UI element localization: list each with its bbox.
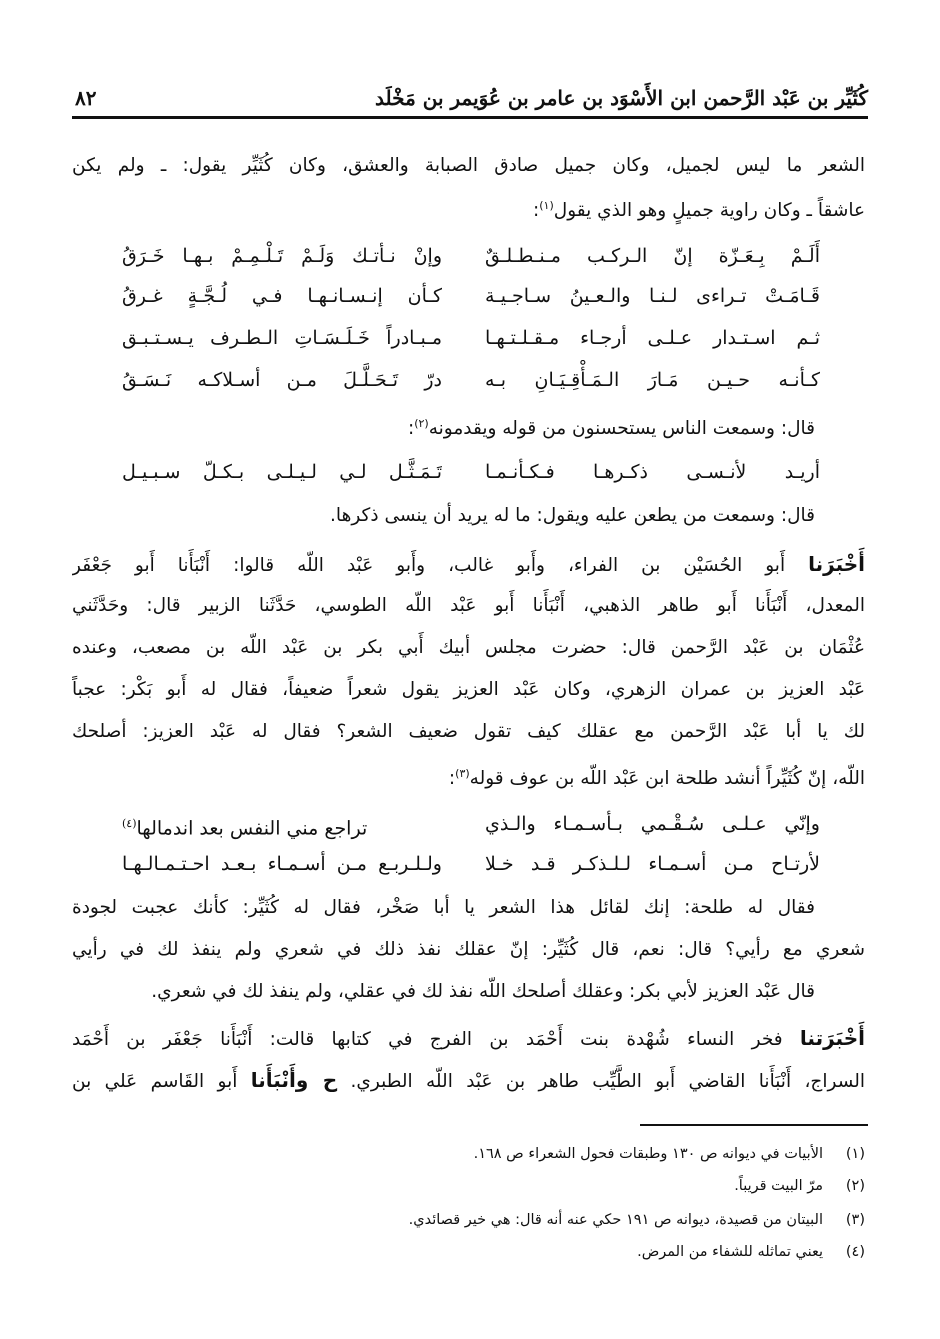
- footnote: [637, 1238, 865, 1266]
- text-line: [72, 1060, 865, 1100]
- text-span: :: [407, 418, 415, 440]
- text-line: [72, 1018, 865, 1058]
- verse-hemistich-second: [122, 804, 442, 844]
- running-title: كُثَيِّر بن عَبْد الرَّحمن ابن الأَسْوَد بن عامر بن عُوَيمر بن مَخْلَد: [375, 86, 868, 110]
- text-line: الشعر ما ليس لجميل، وكان جميل صادق الصبابة والعشق، وكان كُثَيِّر يقول: ـ ولم يكن: [72, 155, 865, 176]
- text-span: أَبو القَاسم عَلي بن: [72, 1071, 238, 1092]
- verse-hemistich-first: أَلَـمْ بِـعَـزّة إنّ الـركـب مـنـطـلـقٌ: [485, 245, 820, 267]
- verse-hemistich-first: كـأنـه حـيـن مَـارَ الـمَـأْقِـيَـانِ بـه: [485, 369, 820, 391]
- footnote: [474, 1140, 865, 1168]
- text-span: قال: وسمعت الناس يستحسنون من قوله ويقدمونه: [428, 418, 815, 440]
- verse-hemistich-first: وإنّي عـلـى سُـقْـمي بـأسـمـاء والـذي: [485, 813, 820, 835]
- text-line: عُثْمَان بن عَبْد الرَّحمن قال: حضرت مجلس أبيك أَبي بكر بن عَبْد اللّه بن مصعب، وعنده: [72, 637, 865, 658]
- footnote-ref: (٤): [122, 817, 137, 830]
- text-span: عاشقاً ـ وكان راوية جميلٍ وهو الذي يقول: [553, 200, 865, 222]
- isnad-keyword: أَخْبَرَتنا: [799, 1026, 865, 1050]
- text-line: [72, 404, 815, 444]
- text-span: :: [448, 768, 456, 790]
- verse-hemistich-first: أريـد لأنـسـى ذكـرهـا فـكـأنـمـا: [485, 461, 820, 483]
- text-line: [72, 754, 865, 794]
- text-line: شعري مع رأيي؟ قال: نعم، قال كُثَيِّر: إنّ عقلك نفذ ذلك في شعري ولم ينفذ لك في رأيي: [72, 939, 865, 960]
- footnote-text: الأبيات في ديوانه ص ١٣٠ وطبقات فحول الشعراء ص ١٦٨.: [473, 1146, 823, 1162]
- page-header: [75, 66, 868, 110]
- text-span: السراج، أَنْبَأَنا القاضي أَبو الطَّيِّب طاهر بن عَبْد اللّه الطبري.: [350, 1071, 865, 1092]
- isnad-keyword: ح وأَنْبَأَنا: [250, 1068, 338, 1092]
- header-rule: [72, 116, 868, 119]
- text-span: تراجع مني النفس بعد اندمالها: [136, 817, 368, 840]
- verse-hemistich-first: قَـامَـتْ تـراءى لـنـا والـعـينُ سـاجـيـة: [485, 285, 820, 307]
- footnote-number: (٣): [845, 1212, 865, 1228]
- text-line: قال عَبْد العزيز لأبي بكر: وعقلك أصلحك اللّه نفذ لك في عقلي، ولم ينفذ لك في شعري.: [151, 981, 815, 1002]
- verse-hemistich-second: كـأن إنـسـانـهـا فـي لُـجَّـةٍ غـرقُ: [122, 285, 442, 307]
- footnote-number: (٢): [845, 1178, 865, 1194]
- page-number: ٨٢: [75, 86, 97, 110]
- footnote: [409, 1206, 865, 1234]
- text-span: :: [533, 200, 540, 222]
- verse-hemistich-first: ثـم اسـتـدار عـلـى أرجـاء مـقـلـتـهـا: [485, 327, 820, 349]
- footnote-ref: (٣): [455, 767, 470, 780]
- text-line: لك يا أبا عَبْد الرَّحمن مع عقلك كيف تقول ضعيف الشعر؟ فقال له عَبْد العزيز: أصلحك: [72, 721, 865, 742]
- footnote-text: مرّ البيت قريباً.: [734, 1178, 823, 1194]
- text-line: عَبْد العزيز بن عمران الزهري، وكان عَبْد العزيز يقول شعراً ضعيفاً، فقال له أَبو بَكْر: عجباً: [72, 679, 865, 700]
- footnote-number: (١): [845, 1146, 865, 1162]
- isnad-keyword: أَخْبَرَنا: [808, 552, 865, 576]
- text-span: فخر النساء شُهْدة بنت أَحْمَد بن الفرج في كتابها قالت: أَنْبَأَنا جَعْفَر بن أَحْمَد: [72, 1029, 783, 1050]
- footnote-text: يعني تماثله للشفاء من المرض.: [637, 1244, 823, 1260]
- footnote-text: البيتان من قصيدة، ديوانه ص ١٩١ حكي عنه أنه قال: هي خير قصائدي.: [408, 1212, 823, 1228]
- footnote: [734, 1172, 865, 1200]
- verse-hemistich-second: درّ تَـحَـلَّـلَ مـن أسـلاكـه نَـسَـقُ: [122, 369, 442, 391]
- verse-hemistich-second: وإنْ نـأتـك وَلَـمْ تَـلْـمِـمْ بـهـا خَـرَقُ: [122, 245, 442, 267]
- verse-hemistich-second: تَـمَـثَّـل لـي لـيـلـى بـكـلّ سـبـيـل: [122, 461, 442, 483]
- text-span: أَبو الحُسَيْن بن الفراء، وأَبو غالب، وأَبو عَبْد اللّه قالوا: أَنْبَأَنا أَبو جَعْفَر: [72, 555, 786, 576]
- verse-hemistich-second: مـبـادراً خَـلَـسَـاتِ الـطـرف يـسـتـبـق: [122, 327, 442, 349]
- text-line: [72, 186, 865, 226]
- text-line: [72, 544, 865, 584]
- footnote-rule: [640, 1124, 868, 1126]
- footnote-ref: (٢): [414, 417, 429, 430]
- footnote-ref: (١): [539, 199, 554, 212]
- verse-hemistich-first: لأرتـاح مـن أسـمـاء لـلـذكـر قـد خـلا: [485, 853, 820, 875]
- text-span: اللّه، إنّ كُثَيِّراً أنشد طلحة ابن عَبْد اللّه بن عوف قوله: [469, 768, 865, 790]
- text-line: المعدل، أَنْبَأَنا أَبو طاهر الذهبي، أَنْبَأَنا أَبو عَبْد اللّه الطوسي، حَدَّثَنا الزبير قال: وحَدَّثَني: [72, 595, 865, 616]
- text-line: فقال له طلحة: إنك لقائل هذا الشعر يا أبا صَخْر، فقال له كُثَيِّر: كأنك عجبت لجودة: [72, 897, 815, 918]
- footnote-number: (٤): [845, 1244, 865, 1260]
- verse-hemistich-second: ولـلـربـع مـن أسـمـاء بـعـد احـتـمـالـهـا: [122, 853, 442, 875]
- text-line: قال: وسمعت من يطعن عليه ويقول: ما له يريد أن ينسى ذكرها.: [330, 505, 815, 526]
